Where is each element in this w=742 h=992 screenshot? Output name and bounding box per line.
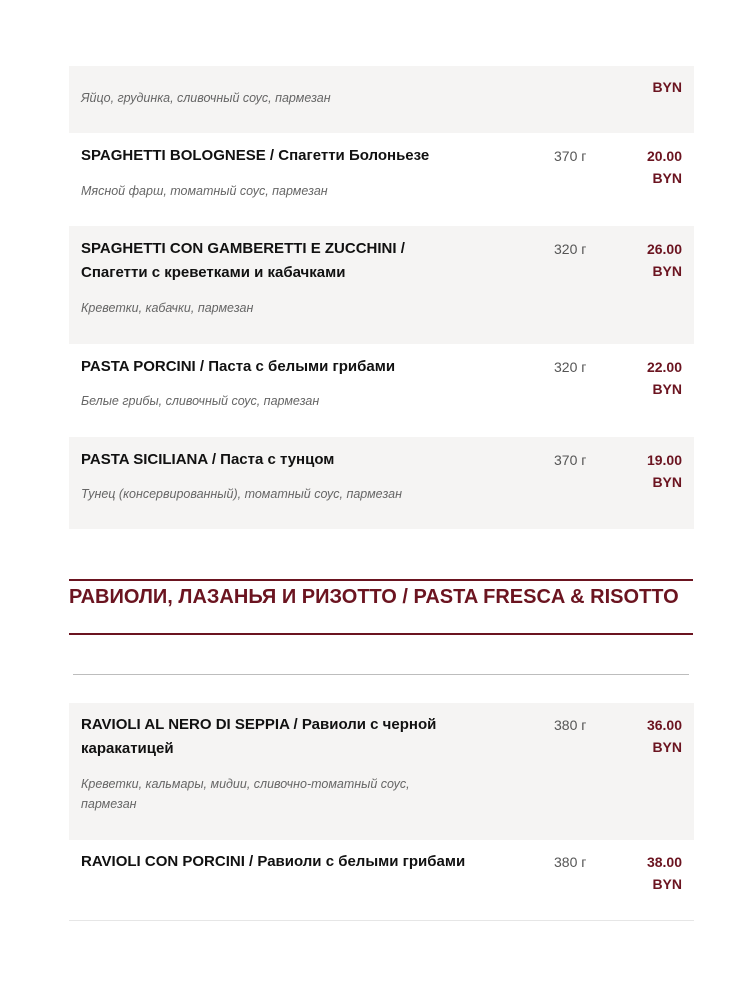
item-price: 19.00 [646, 452, 682, 468]
item-weight: 370 г [554, 452, 587, 468]
menu-item-ravioli-nero [69, 703, 694, 840]
item-weight: 380 г [554, 717, 587, 733]
item-price: 26.00 [646, 241, 682, 257]
item-price: 22.00 [646, 359, 682, 375]
item-weight: 320 г [554, 359, 587, 375]
item-description: Креветки, кабачки, пармезан [81, 301, 254, 315]
item-description: Мясной фарш, томатный соус, пармезан [81, 184, 328, 198]
item-currency: BYN [652, 79, 682, 95]
item-name: RAVIOLI AL NERO DI SEPPIA / Равиоли с черной каракатицей [81, 716, 437, 757]
item-currency: BYN [652, 263, 682, 279]
item-currency: BYN [652, 474, 682, 490]
item-price: 38.00 [646, 854, 682, 870]
menu-item-carbonara-partial [69, 66, 694, 133]
divider [73, 674, 689, 675]
item-price: 20.00 [646, 148, 682, 164]
item-name: SPAGHETTI CON GAMBERETTI E ZUCCHINI / Спагетти с креветками и кабачками [81, 240, 405, 281]
item-description: Белые грибы, сливочный соус, пармезан [81, 394, 320, 408]
section-heading [69, 579, 693, 635]
menu-item-spaghetti-bolognese [69, 133, 694, 226]
item-currency: BYN [652, 876, 682, 892]
item-description: Яйцо, грудинка, сливочный соус, пармезан [81, 91, 331, 105]
item-weight: 370 г [554, 148, 587, 164]
item-name: PASTA PORCINI / Паста с белыми грибами [81, 358, 396, 375]
menu-item-spaghetti-gamberetti [69, 226, 694, 344]
item-name: SPAGHETTI BOLOGNESE / Спагетти Болоньезе [81, 147, 430, 164]
item-weight: 380 г [554, 854, 587, 870]
item-price: 36.00 [646, 717, 682, 733]
item-weight: 320 г [554, 241, 587, 257]
item-name: PASTA SICILIANA / Паста с тунцом [81, 451, 335, 468]
item-currency: BYN [652, 381, 682, 397]
item-name: RAVIOLI CON PORCINI / Равиоли с белыми грибами [81, 853, 466, 870]
item-description: Креветки, кальмары, мидии, сливочно-томатный соус, пармезан [81, 777, 410, 811]
section-title: РАВИОЛИ, ЛАЗАНЬЯ И РИЗОТТО / PASTA FRESCA & RISOTTO [69, 586, 679, 608]
menu-item-pasta-porcini [69, 344, 694, 437]
item-currency: BYN [652, 739, 682, 755]
item-description: Тунец (консервированный), томатный соус, пармезан [81, 487, 402, 501]
menu-item-pasta-siciliana [69, 437, 694, 529]
item-currency: BYN [652, 170, 682, 186]
menu-item-ravioli-porcini [69, 840, 694, 921]
